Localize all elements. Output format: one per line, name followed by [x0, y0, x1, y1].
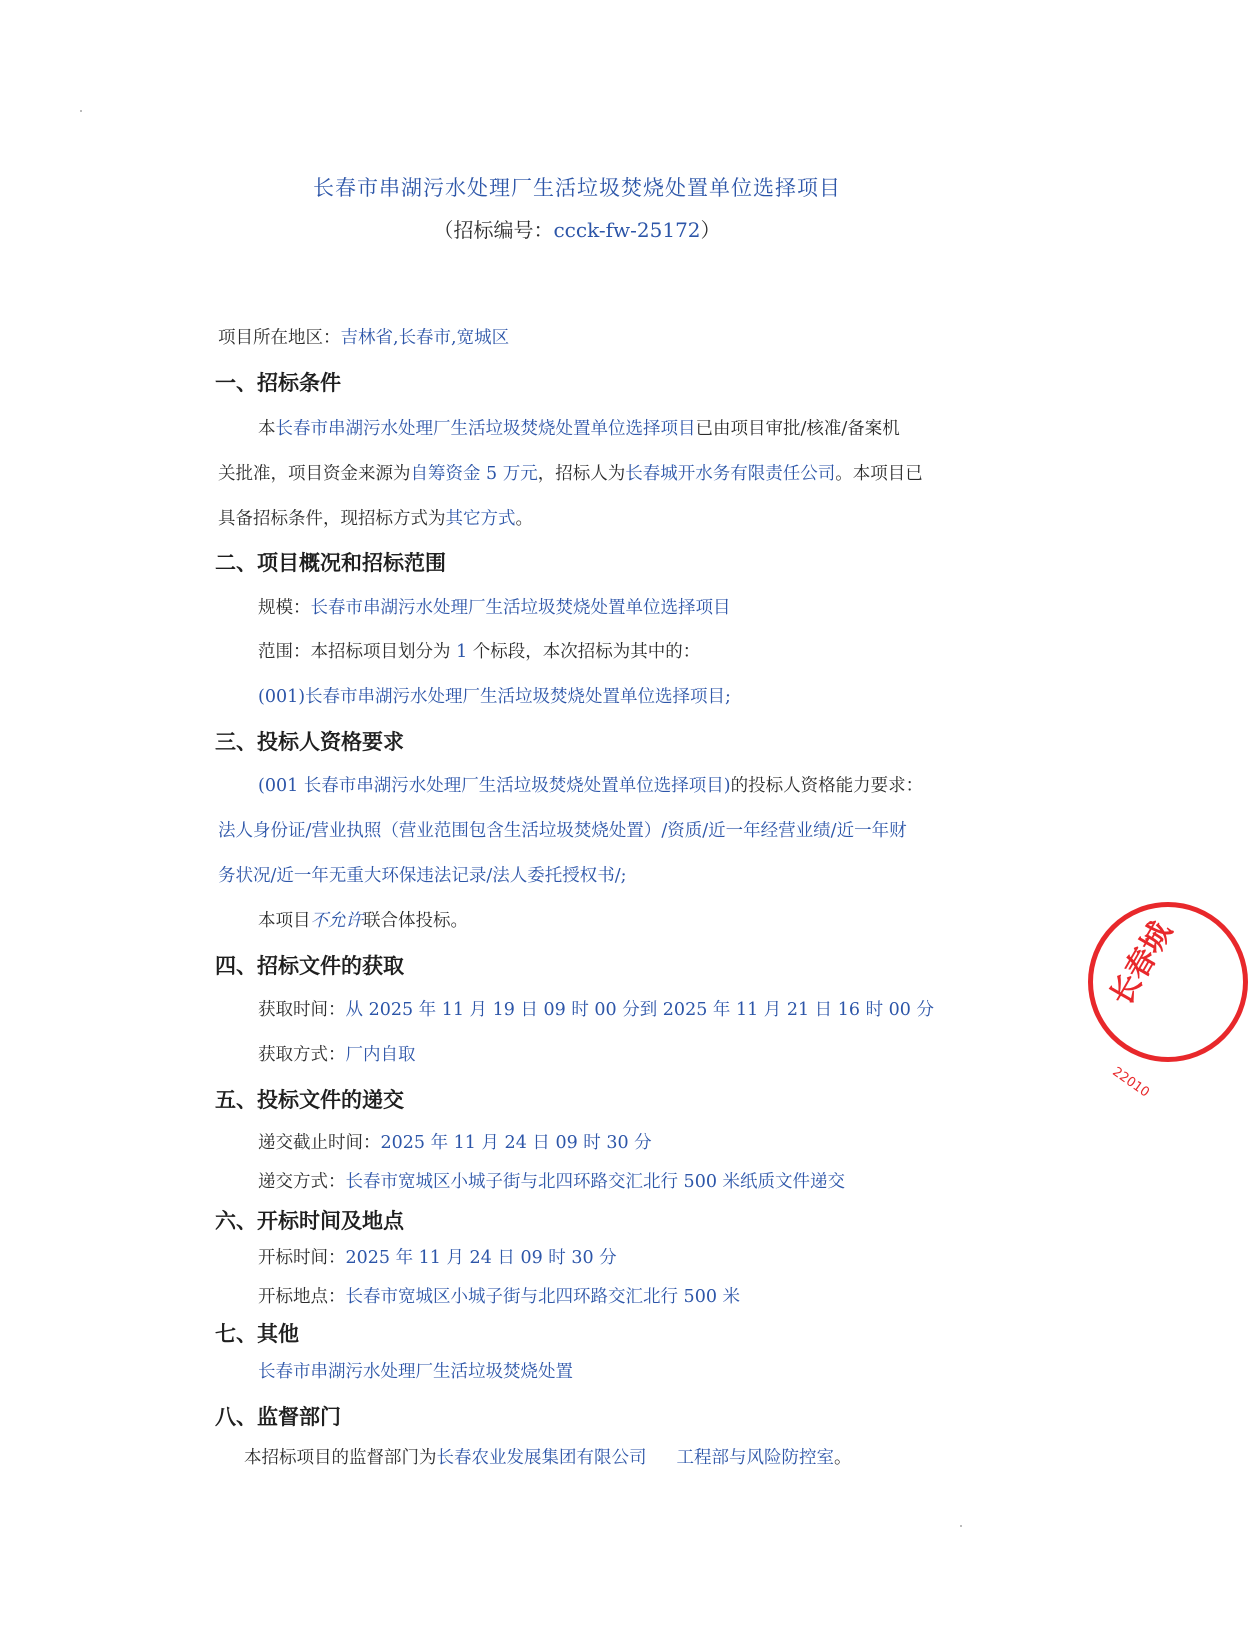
text: 本招标项目的监督部门为: [244, 1448, 437, 1468]
section-8-heading: 八、监督部门: [215, 1405, 341, 1429]
opening-time-line: [258, 1246, 617, 1270]
section-7-heading: 七、其他: [215, 1322, 299, 1346]
text: 联合体投标。: [363, 911, 468, 931]
region-label: 项目所在地区：: [218, 328, 341, 348]
document-title: 长春市串湖污水处理厂生活垃圾焚烧处置单位选择项目: [313, 176, 841, 200]
scan-speck: [960, 1525, 962, 1527]
section-5-heading: 五、投标文件的递交: [215, 1088, 404, 1112]
text: 具备招标条件，现招标方式为: [218, 509, 446, 529]
submit-method-label: 递交方式：: [258, 1172, 346, 1192]
section-3-heading: 三、投标人资格要求: [215, 730, 404, 754]
text: 关批准，项目资金来源为: [218, 464, 411, 484]
project-region: [218, 326, 509, 350]
other-text: 长春市串湖污水处理厂生活垃圾焚烧处置: [258, 1362, 573, 1382]
text: 。: [515, 509, 533, 529]
lot-count: 1: [450, 642, 473, 662]
deadline-line: [258, 1131, 652, 1155]
supervision-line: [244, 1446, 852, 1470]
bid-number-close: ）: [700, 218, 721, 242]
section-1-paragraph-line-2: [218, 462, 923, 486]
section-4-heading: 四、招标文件的获取: [215, 954, 404, 978]
qualification-line-2: 法人身份证/营业执照（营业范围包含生活垃圾焚烧处置）/资质/近一年经营业绩/近一年财: [218, 821, 907, 841]
opening-place-value: 长春市宽城区小城子街与北四环路交汇北行 500 米: [345, 1287, 741, 1307]
consortium-line: [258, 909, 468, 933]
lot-item: (001)长春市串湖污水处理厂生活垃圾焚烧处置单位选择项目;: [258, 687, 731, 707]
lot-reference: (001 长春市串湖污水处理厂生活垃圾焚烧处置单位选择项目): [258, 776, 731, 796]
text: 的投标人资格能力要求：: [730, 776, 924, 796]
text: 。本项目已: [835, 464, 923, 484]
text: 范围：本招标项目划分为: [258, 642, 451, 662]
text: 已由项目审批/核准/备案机: [695, 419, 900, 439]
obtain-time-line: [258, 998, 934, 1022]
section-6-heading: 六、开标时间及地点: [215, 1209, 404, 1233]
obtain-method-line: [258, 1043, 416, 1067]
text: 。: [834, 1448, 852, 1468]
tender-method: 其它方式: [445, 509, 516, 529]
section-1-paragraph-line-3: [218, 507, 533, 531]
qualification-line-3: 务状况/近一年无重大环保违法记录/法人委托授权书/;: [218, 866, 627, 886]
section-1-heading: 一、招标条件: [215, 371, 341, 395]
scale-value: 长春市串湖污水处理厂生活垃圾焚烧处置单位选择项目: [310, 598, 731, 618]
bid-number-label: （招标编号：: [433, 218, 554, 242]
opening-place-line: [258, 1285, 740, 1309]
text: 本项目: [258, 911, 311, 931]
opening-time-value: 2025 年 11 月 24 日 09 时 30 分: [345, 1248, 617, 1268]
supervisor-dept: 工程部与风险防控室: [676, 1448, 834, 1468]
seal-text: 长春城: [1103, 916, 1180, 1012]
scale-label: 规模：: [258, 598, 311, 618]
scan-speck: [80, 110, 82, 112]
obtain-time-value: 从 2025 年 11 月 19 日 09 时 00 分到 2025 年 11 月 21 日 16 时 00 分: [345, 1000, 934, 1020]
section-2-heading: 二、项目概况和招标范围: [215, 551, 446, 575]
submit-method-value: 长春市宽城区小城子街与北四环路交汇北行 500 米纸质文件递交: [345, 1172, 846, 1192]
obtain-method-label: 获取方式：: [258, 1045, 346, 1065]
bid-number: [0, 214, 1154, 243]
tenderer-name: 长春城开水务有限责任公司: [625, 464, 836, 484]
seal-code: 22010: [1109, 1064, 1152, 1101]
text: ，招标人为: [537, 464, 626, 484]
qualification-line-1: [258, 774, 923, 798]
opening-time-label: 开标时间：: [258, 1248, 346, 1268]
supervisor-company: 长春农业发展集团有限公司: [436, 1448, 647, 1468]
obtain-method-value: 厂内自取: [345, 1045, 416, 1065]
section-1-paragraph-line-1: [258, 417, 900, 441]
obtain-time-label: 获取时间：: [258, 1000, 346, 1020]
deadline-value: 2025 年 11 月 24 日 09 时 30 分: [380, 1133, 652, 1153]
range-line: [258, 640, 700, 664]
fund-source: 自筹资金 5 万元: [410, 464, 538, 484]
text: 个标段，本次招标为其中的：: [472, 642, 701, 662]
opening-place-label: 开标地点：: [258, 1287, 346, 1307]
project-name: 长春市串湖污水处理厂生活垃圾焚烧处置单位选择项目: [275, 419, 696, 439]
region-value: 吉林省,长春市,宽城区: [340, 328, 510, 348]
deadline-label: 递交截止时间：: [258, 1133, 381, 1153]
text: 本: [258, 419, 276, 439]
bid-number-value: ccck-fw-25172: [553, 218, 701, 242]
submit-method-line: [258, 1170, 845, 1194]
consortium-status: 不允许: [310, 911, 363, 931]
scale-line: [258, 596, 731, 620]
